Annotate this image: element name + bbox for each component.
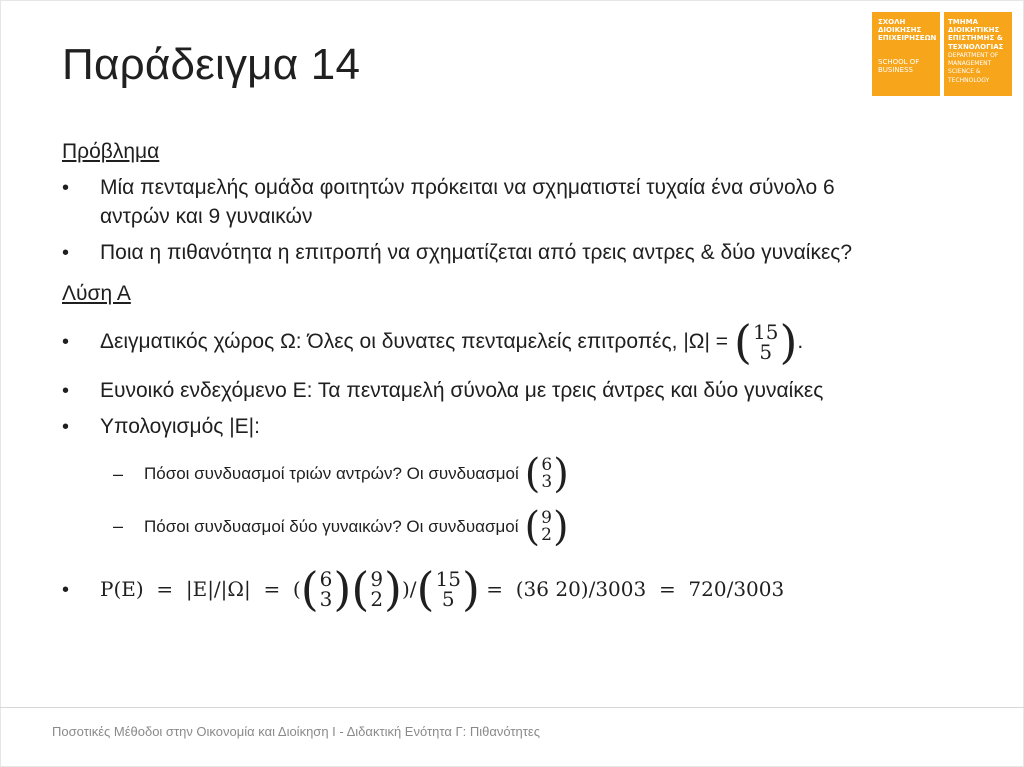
binom-stack: [753, 319, 779, 364]
bullet-icon: •: [62, 242, 70, 264]
logo-department-subtext: DEPARTMENT OF MANAGEMENT SCIENCE & TECHNOLOGY: [948, 52, 999, 84]
binom-bottom: 3: [319, 587, 333, 611]
left-paren: (: [524, 504, 541, 550]
binom-bottom: 2: [370, 587, 384, 611]
sub-line-women: [144, 504, 569, 550]
binomial-9-2: [524, 504, 569, 550]
binom-bottom: 3: [541, 472, 553, 492]
sub-text-men: Πόσοι συνδυασμοί τριών αντρών? Οι συνδυασμοί: [144, 464, 519, 483]
binomial-15-5: [734, 315, 798, 369]
binom-top: 6: [541, 454, 553, 475]
logo-school-subtext: SCHOOL OF BUSINESS: [878, 58, 920, 75]
left-paren: (: [524, 451, 541, 497]
formula-mid: )/: [402, 577, 417, 601]
right-paren: ): [553, 451, 569, 497]
probability-formula: [100, 560, 784, 618]
left-paren: (: [351, 562, 370, 616]
logo-department-text: ΤΜΗΜΑ ΔΙΟΙΚΗΤΙΚΗΣ ΕΠΙΣΤΗΜΗΣ & ΤΕΧΝΟΛΟΓΙΑΣ: [948, 18, 1004, 51]
formula-end: = (36 20)/3003 = 720/3003: [479, 577, 785, 601]
binomial-9-2: [351, 562, 402, 616]
right-paren: ): [461, 562, 480, 616]
sub-line-men: [144, 451, 569, 497]
bullet-icon: •: [62, 177, 70, 199]
binom-bottom: 5: [441, 587, 455, 611]
bullet-icon: •: [62, 579, 70, 601]
left-paren: (: [300, 562, 319, 616]
right-paren: ): [552, 504, 569, 550]
school-logo: [872, 12, 1012, 96]
sample-space-line: [100, 317, 803, 367]
binom-bottom: 2: [541, 525, 552, 545]
right-paren: ): [384, 562, 402, 616]
footer-divider: [0, 707, 1024, 708]
problem-text-2: Ποια η πιθανότητα η επιτροπή να σχηματίζεται από τρεις αντρες & δύο γυναίκες?: [100, 241, 853, 264]
left-paren: (: [416, 562, 435, 616]
problem-text-1b: αντρών και 9 γυναικών: [100, 205, 313, 228]
binomial-6-3: [524, 451, 569, 497]
binomial-15-5: [416, 562, 480, 616]
dash-icon: –: [113, 516, 124, 536]
right-paren: ): [333, 562, 352, 616]
binom-bottom: 5: [759, 340, 773, 364]
bullet-icon: •: [62, 416, 70, 438]
formula-start: P(E) = |E|/|Ω| = (: [100, 577, 301, 601]
binom-stack: [541, 454, 553, 492]
solution-heading: Λύση Α: [62, 282, 131, 305]
slide-title: Παράδειγμα 14: [62, 40, 361, 89]
binom-top: 15: [435, 566, 461, 591]
binom-top: 6: [319, 566, 333, 591]
binom-top: 9: [370, 566, 384, 591]
bullet-icon: •: [62, 380, 70, 402]
sample-space-text: Δειγματικός χώρος Ω: Όλες οι δυνατες πενταμελείς επιτροπές, |Ω| =: [100, 330, 729, 353]
binom-stack: [435, 566, 461, 611]
logo-school-text: ΣΧΟΛΗ ΔΙΟΙΚΗΣΗΣ ΕΠΙΧΕΙΡΗΣΕΩΝ: [878, 18, 937, 43]
binom-stack: [319, 566, 333, 611]
binom-top: 15: [753, 319, 779, 344]
problem-heading: Πρόβλημα: [62, 140, 160, 163]
footer-text: Ποσοτικές Μέθοδοι στην Οικονομία και Διοίκηση Ι - Διδακτική Ενότητα Γ: Πιθανότητες: [52, 724, 540, 739]
compute-text: Υπολογισμός |Ε|:: [100, 415, 260, 438]
favorable-event-text: Ευνοικό ενδεχόμενο Ε: Τα πενταμελή σύνολα με τρεις άντρες και δύο γυναίκες: [100, 379, 824, 402]
sample-space-end: .: [797, 330, 804, 353]
sub-text-women: Πόσοι συνδυασμοί δύο γυναικών? Οι συνδυασμοί: [144, 517, 519, 536]
problem-text-1a: Μία πενταμελής ομάδα φοιτητών πρόκειται να σχηματιστεί τυχαία ένα σύνολο 6: [100, 176, 835, 199]
binomial-6-3: [300, 562, 352, 616]
binom-stack: [541, 507, 552, 545]
right-paren: ): [779, 315, 798, 369]
left-paren: (: [734, 315, 752, 369]
dash-icon: –: [113, 464, 124, 484]
binom-stack: [370, 566, 384, 611]
binom-top: 9: [541, 507, 552, 528]
bullet-icon: •: [62, 331, 70, 353]
